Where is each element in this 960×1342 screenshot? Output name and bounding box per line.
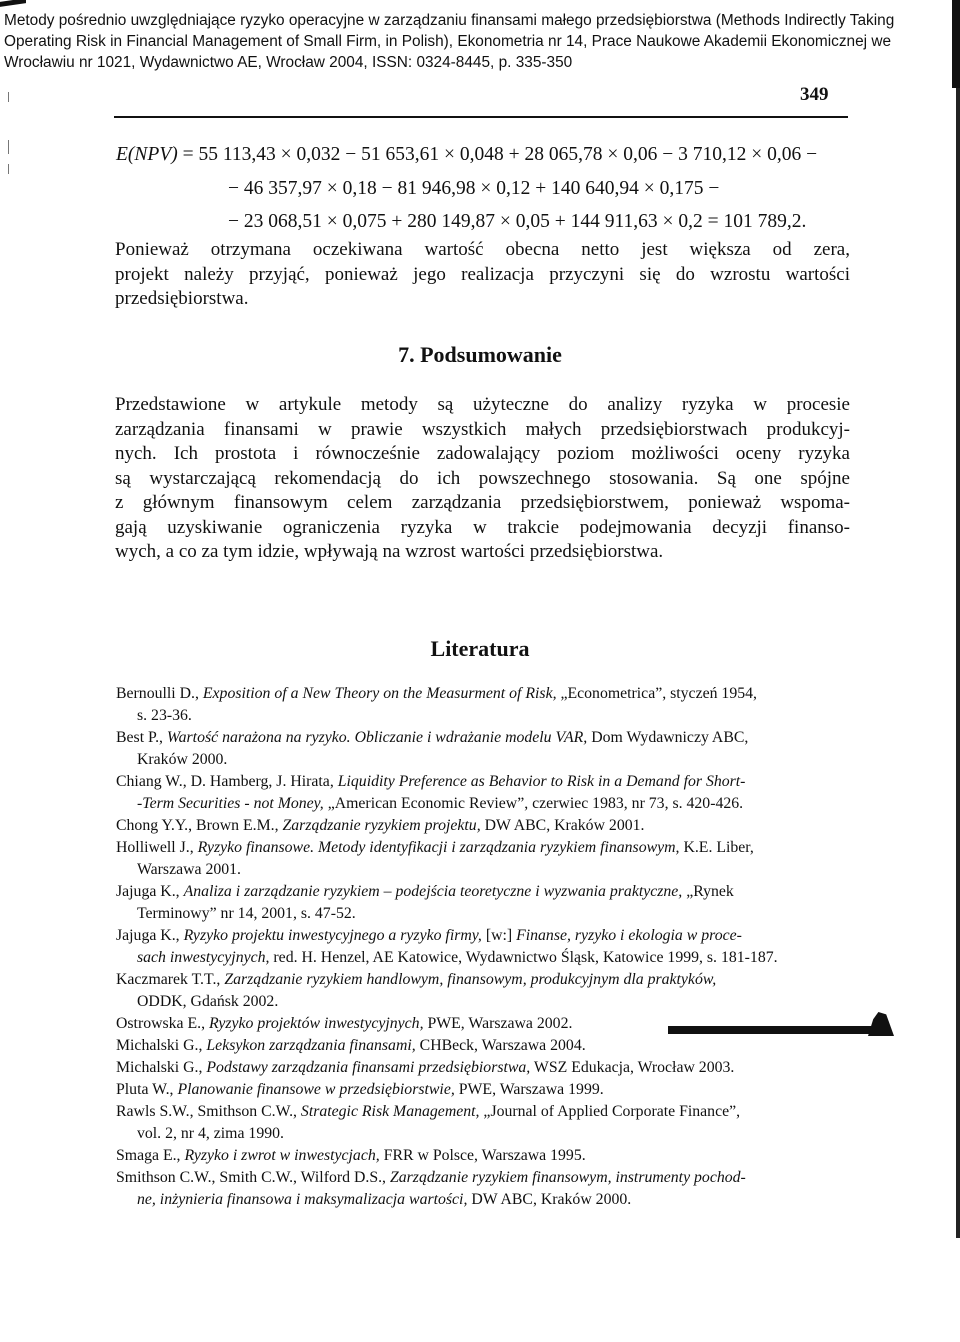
ref-title-continuation: sach inwestycyjnych, — [137, 949, 270, 966]
ref-title: Leksykon zarządzania finansami, — [206, 1037, 416, 1054]
citation-header-line: Metody pośrednio uwzględniające ryzyko operacyjne w zarządzaniu finansami małego przedsiębiorstwa (Methods Indirectly Taking — [4, 12, 895, 29]
equation-lhs: E(NPV) — [116, 144, 178, 165]
ref-authors: Jajuga K., — [116, 883, 184, 900]
ref-source: K.E. Liber, — [679, 839, 754, 856]
ref-authors: Jajuga K., — [116, 927, 184, 944]
ref-authors: Bernoulli D., — [116, 685, 203, 702]
margin-mark — [8, 164, 9, 174]
ref-continuation: Terminowy” nr 14, 2001, s. 47-52. — [137, 905, 356, 922]
ref-source: „Econometrica”, styczeń 1954, — [556, 685, 757, 702]
reference-item — [116, 683, 851, 727]
summary-paragraph — [115, 393, 850, 565]
ref-authors: Kaczmarek T.T., — [116, 971, 225, 988]
ref-title-continuation: ne, inżynieria finansowa i maksymalizacja wartości, — [137, 1191, 468, 1208]
ref-title: Planowanie finansowe w przedsiębiorstwie, — [177, 1081, 455, 1098]
ref-title: Zarządzanie ryzykiem handlowym, finansowym, produkcyjnym dla praktyków, — [224, 971, 717, 988]
reference-list — [116, 683, 851, 1211]
reference-item — [116, 969, 851, 1013]
equation-line-1 — [116, 144, 817, 166]
ref-continuation: ODDK, Gdańsk 2002. — [137, 993, 279, 1010]
ref-continuation: vol. 2, nr 4, zima 1990. — [137, 1125, 284, 1142]
ref-authors: Holliwell J., — [116, 839, 198, 856]
text-line: Ponieważ otrzymana oczekiwana wartość obecna netto jest większa od zera, — [115, 239, 850, 260]
ref-authors: Chiang W., D. Hamberg, J. Hirata, — [116, 773, 338, 790]
ref-title: Strategic Risk Management, — [300, 1103, 480, 1120]
ref-source: FRR w Polsce, Warszawa 1995. — [379, 1147, 586, 1164]
text-line: nych. Ich prostota i równocześnie zadowalający poziom możliwości oceny ryzyka — [115, 443, 850, 464]
text-line: przedsiębiorstwa. — [115, 288, 249, 309]
text-line: są wystarczającą rekomendacją do ich powszechnego stosowania. Są one spójne — [115, 467, 850, 489]
ref-source: PWE, Warszawa 1999. — [454, 1081, 604, 1098]
ref-title: Liquidity Preference as Behavior to Risk in a Demand for Short- — [337, 773, 746, 790]
ref-source: CHBeck, Warszawa 2004. — [415, 1037, 586, 1054]
ref-continuation: „American Economic Review”, czerwiec 1983, nr 73, s. 420-426. — [323, 795, 744, 812]
reference-item — [116, 1035, 851, 1057]
reference-item — [116, 1079, 851, 1101]
ref-continuation: DW ABC, Kraków 2000. — [467, 1191, 632, 1208]
ref-title: Ryzyko projektu inwestycyjnego a ryzyko firmy, — [183, 927, 482, 944]
text-line: zarządzania finansami w prawie wszystkich małych przedsiębiorstwach produkcyj- — [115, 418, 850, 440]
ref-continuation: Kraków 2000. — [137, 751, 228, 768]
text-line: wych, a co za tym idzie, wpływają na wzrost wartości przedsiębiorstwa. — [115, 541, 664, 562]
reference-item — [116, 1057, 851, 1079]
ref-source: [w:] — [481, 927, 517, 944]
reference-item — [116, 1101, 851, 1145]
ref-source: Dom Wydawniczy ABC, — [587, 729, 749, 746]
reference-item — [116, 815, 851, 837]
ref-authors: Chong Y.Y., Brown E.M., — [116, 817, 283, 834]
margin-mark — [8, 140, 9, 154]
text-line: projekt należy przyjąć, ponieważ jego realizacja przyczyni się do wzrostu wartości — [115, 263, 850, 285]
ref-title: Ryzyko finansowe. Metody identyfikacji i zarządzania ryzykiem finansowym, — [197, 839, 680, 856]
ref-source: DW ABC, Kraków 2001. — [480, 817, 645, 834]
reference-item — [116, 837, 851, 881]
ref-title: Wartość narażona na ryzyko. Obliczanie i wdrażanie modelu VAR, — [166, 729, 588, 746]
equation-line-3: − 23 068,51 × 0,075 + 280 149,87 × 0,05 + 144 911,63 × 0,2 = 101 789,2. — [228, 211, 807, 232]
text-line: gają uzyskiwanie ograniczenia ryzyka w trakcie podejmowania decyzji finanso- — [115, 516, 850, 538]
reference-item — [116, 881, 851, 925]
conclusion-paragraph — [115, 238, 850, 312]
ref-title: Analiza i zarządzanie ryzykiem – podejścia teoretyczne i wyzwania praktyczne, — [183, 883, 683, 900]
margin-mark — [8, 92, 9, 102]
ref-continuation: s. 23-36. — [137, 707, 192, 724]
ref-title: Zarządzanie ryzykiem finansowym, instrumenty pochod- — [389, 1169, 746, 1186]
citation-header-line: Wrocławiu nr 1021, Wydawnictwo AE, Wrocław 2004, ISSN: 0324-8445, p. 335-350 — [4, 54, 573, 71]
ref-title: Zarządzanie ryzykiem projektu, — [282, 817, 481, 834]
ref-title: Ryzyko i zwrot w inwestycjach, — [184, 1147, 380, 1164]
ref-book-title: Finanse, ryzyko i ekologia w proce- — [516, 927, 742, 944]
ref-source: „Rynek — [682, 883, 734, 900]
ref-authors: Pluta W., — [116, 1081, 178, 1098]
ref-source: WSZ Edukacja, Wrocław 2003. — [530, 1059, 735, 1076]
ref-authors: Best P., — [116, 729, 167, 746]
literature-heading: Literatura — [430, 636, 530, 661]
ref-authors: Rawls S.W., Smithson C.W., — [116, 1103, 301, 1120]
equation-rhs: = 55 113,43 × 0,032 − 51 653,61 × 0,048 + 28 065,78 × 0,06 − 3 710,12 × 0,06 − — [182, 144, 818, 165]
reference-item — [116, 1145, 851, 1167]
ref-continuation: red. H. Henzel, AE Katowice, Wydawnictwo Śląsk, Katowice 1999, s. 181-187. — [269, 949, 778, 966]
reference-item — [116, 771, 851, 815]
ref-continuation: Warszawa 2001. — [137, 861, 241, 878]
reference-item — [116, 1167, 851, 1211]
scan-artifact-bar — [668, 1026, 888, 1034]
ref-authors: Michalski G., — [116, 1037, 207, 1054]
ref-authors: Michalski G., — [116, 1059, 207, 1076]
reference-item — [116, 727, 851, 771]
ref-source: PWE, Warszawa 2002. — [423, 1015, 573, 1032]
text-line: z głównym finansowym celem zarządzania przedsiębiorstwem, ponieważ wspoma- — [115, 492, 850, 513]
ref-authors: Smithson C.W., Smith C.W., Wilford D.S., — [116, 1169, 390, 1186]
equation-line-2: − 46 357,97 × 0,18 − 81 946,98 × 0,12 + 140 640,94 × 0,175 − — [228, 178, 720, 199]
ref-title-continuation: -Term Securities - not Money, — [137, 795, 324, 812]
ref-authors: Smaga E., — [116, 1147, 185, 1164]
ref-title: Exposition of a New Theory on the Measurment of Risk, — [202, 685, 557, 702]
text-line: Przedstawione w artykule metody są użyteczne do analizy ryzyka w procesie — [115, 394, 850, 415]
header-rule — [114, 116, 848, 118]
scan-corner-mark — [0, 0, 26, 7]
citation-header-line: Operating Risk in Financial Management of Small Firm, in Polish), Ekonometria nr 14, Prace Naukowe Akademii Ekonomicznej we — [4, 33, 892, 50]
scan-artifact-blob — [868, 1012, 894, 1036]
page-number: 349 — [800, 84, 829, 105]
citation-header — [4, 10, 952, 73]
ref-authors: Ostrowska E., — [116, 1015, 210, 1032]
reference-item — [116, 925, 851, 969]
section-heading: 7. Podsumowanie — [398, 342, 562, 367]
scan-edge-mark — [952, 0, 960, 88]
ref-title: Ryzyko projektów inwestycyjnych, — [209, 1015, 424, 1032]
ref-title: Podstawy zarządzania finansami przedsiębiorstwa, — [206, 1059, 531, 1076]
ref-source: „Journal of Applied Corporate Finance”, — [479, 1103, 741, 1120]
scan-edge-line — [956, 88, 960, 1238]
